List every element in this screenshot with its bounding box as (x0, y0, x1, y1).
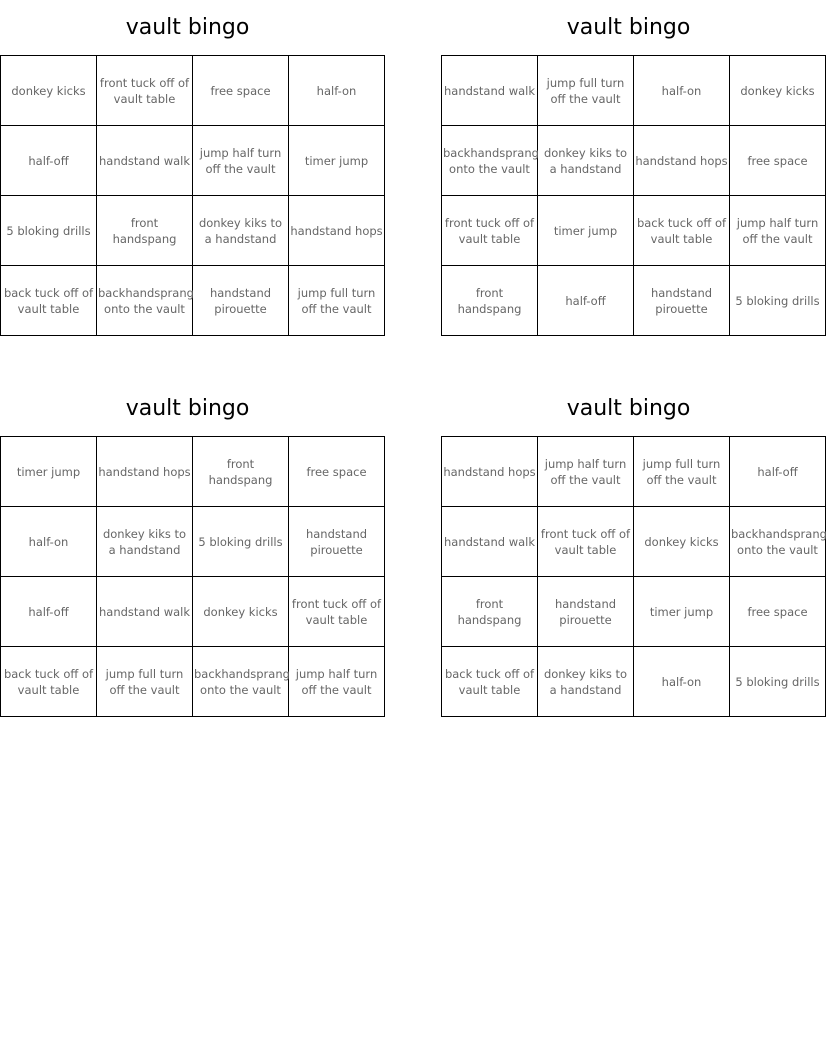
card-title: vault bingo (566, 15, 691, 40)
grid-row (442, 126, 826, 196)
bingo-card-1 (0, 0, 383, 336)
grid-cell: jump half turn off the vault (193, 126, 289, 196)
grid-cell: handstand hops (634, 126, 730, 196)
grid-cell: half-off (1, 577, 97, 647)
bingo-grid (441, 55, 826, 336)
grid-cell: front handspang (97, 196, 193, 266)
grid-cell: half-off (730, 437, 826, 507)
grid-row (442, 56, 826, 126)
grid-cell: back tuck off of vault table (1, 647, 97, 717)
grid-cell: timer jump (289, 126, 385, 196)
grid-cell: free space (730, 126, 826, 196)
grid-cell: jump full turn off the vault (289, 266, 385, 336)
grid-cell: handstand pirouette (538, 577, 634, 647)
grid-cell: jump half turn off the vault (289, 647, 385, 717)
grid-row (1, 196, 385, 266)
grid-cell: front handspang (442, 266, 538, 336)
bingo-grid (0, 436, 385, 717)
grid-cell: free space (289, 437, 385, 507)
grid-cell: front tuck off of vault table (538, 507, 634, 577)
grid-cell: donkey kicks (193, 577, 289, 647)
card-title: vault bingo (125, 15, 250, 40)
grid-cell: donkey kicks (730, 56, 826, 126)
grid-cell: handstand pirouette (193, 266, 289, 336)
grid-cell: handstand walk (97, 577, 193, 647)
grid-cell: handstand hops (289, 196, 385, 266)
grid-cell: timer jump (634, 577, 730, 647)
bingo-card-3 (0, 381, 382, 717)
grid-cell: front handspang (193, 437, 289, 507)
bingo-grid (441, 436, 826, 717)
grid-cell: handstand hops (97, 437, 193, 507)
grid-cell: handstand pirouette (289, 507, 385, 577)
grid-cell: donkey kiks to a handstand (193, 196, 289, 266)
card-title: vault bingo (566, 396, 691, 421)
grid-row (1, 437, 385, 507)
grid-cell: handstand walk (442, 507, 538, 577)
grid-row (1, 647, 385, 717)
grid-cell: jump half turn off the vault (538, 437, 634, 507)
grid-cell: half-off (1, 126, 97, 196)
bingo-card-2 (441, 0, 820, 336)
grid-cell: front tuck off of vault table (97, 56, 193, 126)
grid-cell: donkey kicks (634, 507, 730, 577)
grid-cell: half-on (634, 647, 730, 717)
bingo-card-4 (441, 381, 827, 717)
grid-cell: front handspang (442, 577, 538, 647)
grid-cell: half-on (634, 56, 730, 126)
grid-cell: handstand pirouette (634, 266, 730, 336)
grid-row (1, 507, 385, 577)
grid-cell: donkey kicks (1, 56, 97, 126)
bingo-grid (0, 55, 385, 336)
grid-cell: donkey kiks to a handstand (538, 126, 634, 196)
grid-cell: backhandsprang onto the vault (193, 647, 289, 717)
grid-cell: front tuck off of vault table (442, 196, 538, 266)
grid-cell: 5 bloking drills (730, 647, 826, 717)
grid-cell: donkey kiks to a handstand (538, 647, 634, 717)
grid-cell: handstand walk (442, 56, 538, 126)
grid-row (1, 266, 385, 336)
grid-row (1, 126, 385, 196)
grid-cell: back tuck off of vault table (1, 266, 97, 336)
grid-cell: 5 bloking drills (730, 266, 826, 336)
card-title: vault bingo (125, 396, 250, 421)
grid-cell: handstand walk (97, 126, 193, 196)
grid-row (442, 266, 826, 336)
grid-cell: timer jump (538, 196, 634, 266)
grid-cell: backhandsprang onto the vault (730, 507, 826, 577)
grid-cell: 5 bloking drills (1, 196, 97, 266)
grid-cell: handstand hops (442, 437, 538, 507)
grid-row (1, 577, 385, 647)
grid-row (442, 647, 826, 717)
grid-cell: half-on (1, 507, 97, 577)
grid-row (442, 577, 826, 647)
grid-cell: jump half turn off the vault (730, 196, 826, 266)
grid-cell: half-off (538, 266, 634, 336)
grid-cell: backhandsprang onto the vault (97, 266, 193, 336)
grid-row (442, 507, 826, 577)
grid-cell: donkey kiks to a handstand (97, 507, 193, 577)
grid-cell: jump full turn off the vault (97, 647, 193, 717)
grid-cell: front tuck off of vault table (289, 577, 385, 647)
grid-row (1, 56, 385, 126)
grid-row (442, 437, 826, 507)
grid-cell: 5 bloking drills (193, 507, 289, 577)
grid-cell: free space (730, 577, 826, 647)
grid-cell: half-on (289, 56, 385, 126)
grid-cell: jump full turn off the vault (538, 56, 634, 126)
grid-cell: free space (193, 56, 289, 126)
grid-row (442, 196, 826, 266)
grid-cell: jump full turn off the vault (634, 437, 730, 507)
grid-cell: backhandsprang onto the vault (442, 126, 538, 196)
grid-cell: back tuck off of vault table (634, 196, 730, 266)
grid-cell: timer jump (1, 437, 97, 507)
grid-cell: back tuck off of vault table (442, 647, 538, 717)
